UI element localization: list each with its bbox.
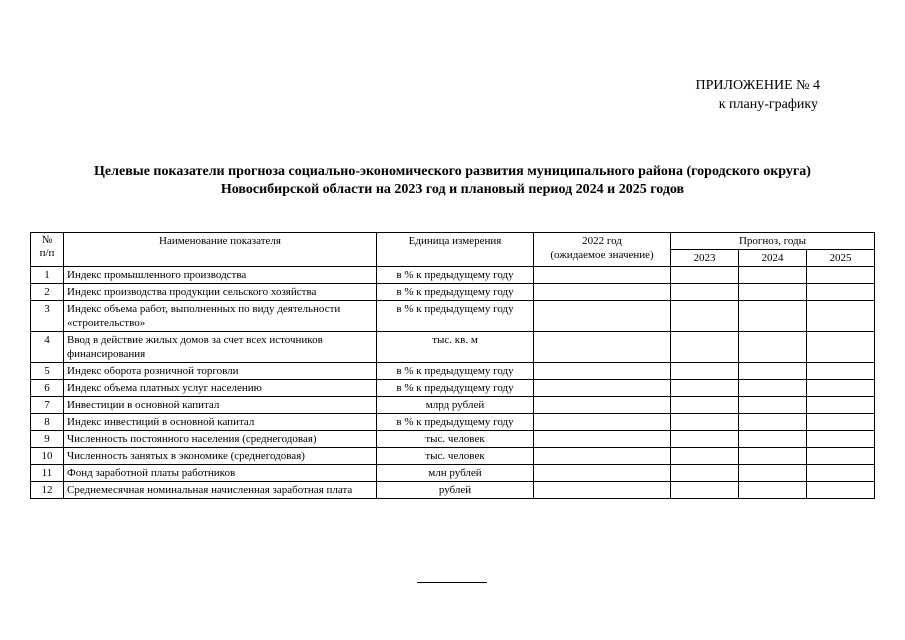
indicator-unit: в % к предыдущему году [377,363,534,380]
indicator-name: Численность занятых в экономике (среднегодовая) [64,448,377,465]
forecast-2025-cell[interactable] [807,284,875,301]
forecast-2025-cell[interactable] [807,332,875,363]
base-year-value-cell[interactable] [534,332,671,363]
forecast-2024-cell[interactable] [739,465,807,482]
row-number: 3 [31,301,64,332]
forecast-2023-cell[interactable] [671,465,739,482]
table-row [31,465,875,482]
indicator-name: Численность постоянного населения (среднегодовая) [64,431,377,448]
header-forecast: Прогноз, годы [671,233,875,250]
forecast-2024-cell[interactable] [739,414,807,431]
row-number: 1 [31,267,64,284]
header-base-year-label: 2022 год [582,235,622,247]
forecast-2024-cell[interactable] [739,332,807,363]
base-year-value-cell[interactable] [534,284,671,301]
base-year-value-cell[interactable] [534,397,671,414]
forecast-2025-cell[interactable] [807,431,875,448]
header-number [31,233,64,267]
forecast-2023-cell[interactable] [671,332,739,363]
indicator-name: Фонд заработной платы работников [64,465,377,482]
table-row [31,301,875,332]
forecast-2023-cell[interactable] [671,414,739,431]
base-year-value-cell[interactable] [534,465,671,482]
forecast-2023-cell[interactable] [671,301,739,332]
header-number-symbol: № [41,234,53,246]
document-title-line-2: Новосибирской области на 2023 год и плановый период 2024 и 2025 годов [220,182,685,197]
header-number-abbr: п/п [39,247,55,259]
indicator-name: Индекс оборота розничной торговли [64,363,377,380]
table-row [31,448,875,465]
indicator-unit: тыс. человек [377,448,534,465]
indicator-unit: в % к предыдущему году [377,414,534,431]
indicator-name: Индекс объема работ, выполненных по виду деятельности «строительство» [64,301,377,332]
forecast-2023-cell[interactable] [671,267,739,284]
indicator-unit: млрд рублей [377,397,534,414]
indicator-name: Индекс инвестиций в основной капитал [64,414,377,431]
forecast-2025-cell[interactable] [807,301,875,332]
row-number: 5 [31,363,64,380]
appendix-title: ПРИЛОЖЕНИЕ № 4 [695,78,820,93]
footer-divider [417,582,487,583]
table-header [31,233,875,267]
forecast-2024-cell[interactable] [739,363,807,380]
table-row [31,332,875,363]
forecast-2023-cell[interactable] [671,284,739,301]
row-number: 6 [31,380,64,397]
forecast-2024-cell[interactable] [739,267,807,284]
table-row [31,431,875,448]
table-row [31,397,875,414]
table-row [31,284,875,301]
base-year-value-cell[interactable] [534,301,671,332]
row-number: 12 [31,482,64,499]
forecast-2025-cell[interactable] [807,397,875,414]
indicator-unit: рублей [377,482,534,499]
header-year: 2025 [807,250,875,267]
forecast-2023-cell[interactable] [671,482,739,499]
base-year-value-cell[interactable] [534,431,671,448]
row-number: 10 [31,448,64,465]
row-number: 4 [31,332,64,363]
document-title-line-1: Целевые показатели прогноза социально-экономического развития муниципального района (городского округа) [94,164,811,179]
forecast-2024-cell[interactable] [739,482,807,499]
table-row [31,414,875,431]
indicator-name: Индекс промышленного производства [64,267,377,284]
forecast-2023-cell[interactable] [671,431,739,448]
indicator-unit: в % к предыдущему году [377,380,534,397]
forecast-2025-cell[interactable] [807,267,875,284]
indicator-unit: тыс. кв. м [377,332,534,363]
forecast-2023-cell[interactable] [671,380,739,397]
header-row [31,233,875,250]
base-year-value-cell[interactable] [534,267,671,284]
indicator-unit: в % к предыдущему году [377,284,534,301]
document-title [30,163,875,199]
indicator-name: Инвестиции в основной капитал [64,397,377,414]
table-row [31,267,875,284]
table-row [31,482,875,499]
forecast-2023-cell[interactable] [671,397,739,414]
row-number: 9 [31,431,64,448]
table-body [31,267,875,499]
appendix-subtitle: к плану-графику [718,97,818,112]
forecast-2025-cell[interactable] [807,465,875,482]
forecast-2024-cell[interactable] [739,431,807,448]
row-number: 2 [31,284,64,301]
base-year-value-cell[interactable] [534,448,671,465]
forecast-2025-cell[interactable] [807,380,875,397]
indicator-name: Индекс объема платных услуг населению [64,380,377,397]
header-base-year-note: (ожидаемое значение) [550,249,654,261]
indicator-name: Среднемесячная номинальная начисленная заработная плата [64,482,377,499]
indicator-unit: тыс. человек [377,431,534,448]
header-year: 2023 [671,250,739,267]
table-row [31,363,875,380]
base-year-value-cell[interactable] [534,363,671,380]
header-base-year [534,233,671,267]
forecast-2025-cell[interactable] [807,482,875,499]
forecast-2024-cell[interactable] [739,448,807,465]
indicator-name: Ввод в действие жилых домов за счет всех источников финансирования [64,332,377,363]
forecast-2025-cell[interactable] [807,414,875,431]
forecast-2024-cell[interactable] [739,301,807,332]
forecast-2024-cell[interactable] [739,397,807,414]
forecast-2023-cell[interactable] [671,448,739,465]
row-number: 11 [31,465,64,482]
appendix-label [696,76,821,114]
row-number: 8 [31,414,64,431]
forecast-2023-cell[interactable] [671,363,739,380]
forecast-2024-cell[interactable] [739,284,807,301]
base-year-value-cell[interactable] [534,482,671,499]
indicator-unit: в % к предыдущему году [377,267,534,284]
forecast-2025-cell[interactable] [807,363,875,380]
base-year-value-cell[interactable] [534,380,671,397]
header-unit: Единица измерения [377,233,534,267]
forecast-2025-cell[interactable] [807,448,875,465]
forecast-2024-cell[interactable] [739,380,807,397]
header-year: 2024 [739,250,807,267]
indicator-name: Индекс производства продукции сельского хозяйства [64,284,377,301]
indicator-unit: в % к предыдущему году [377,301,534,332]
base-year-value-cell[interactable] [534,414,671,431]
table-row [31,380,875,397]
row-number: 7 [31,397,64,414]
indicator-unit: млн рублей [377,465,534,482]
indicators-table [30,232,875,499]
header-indicator-name: Наименование показателя [64,233,377,267]
